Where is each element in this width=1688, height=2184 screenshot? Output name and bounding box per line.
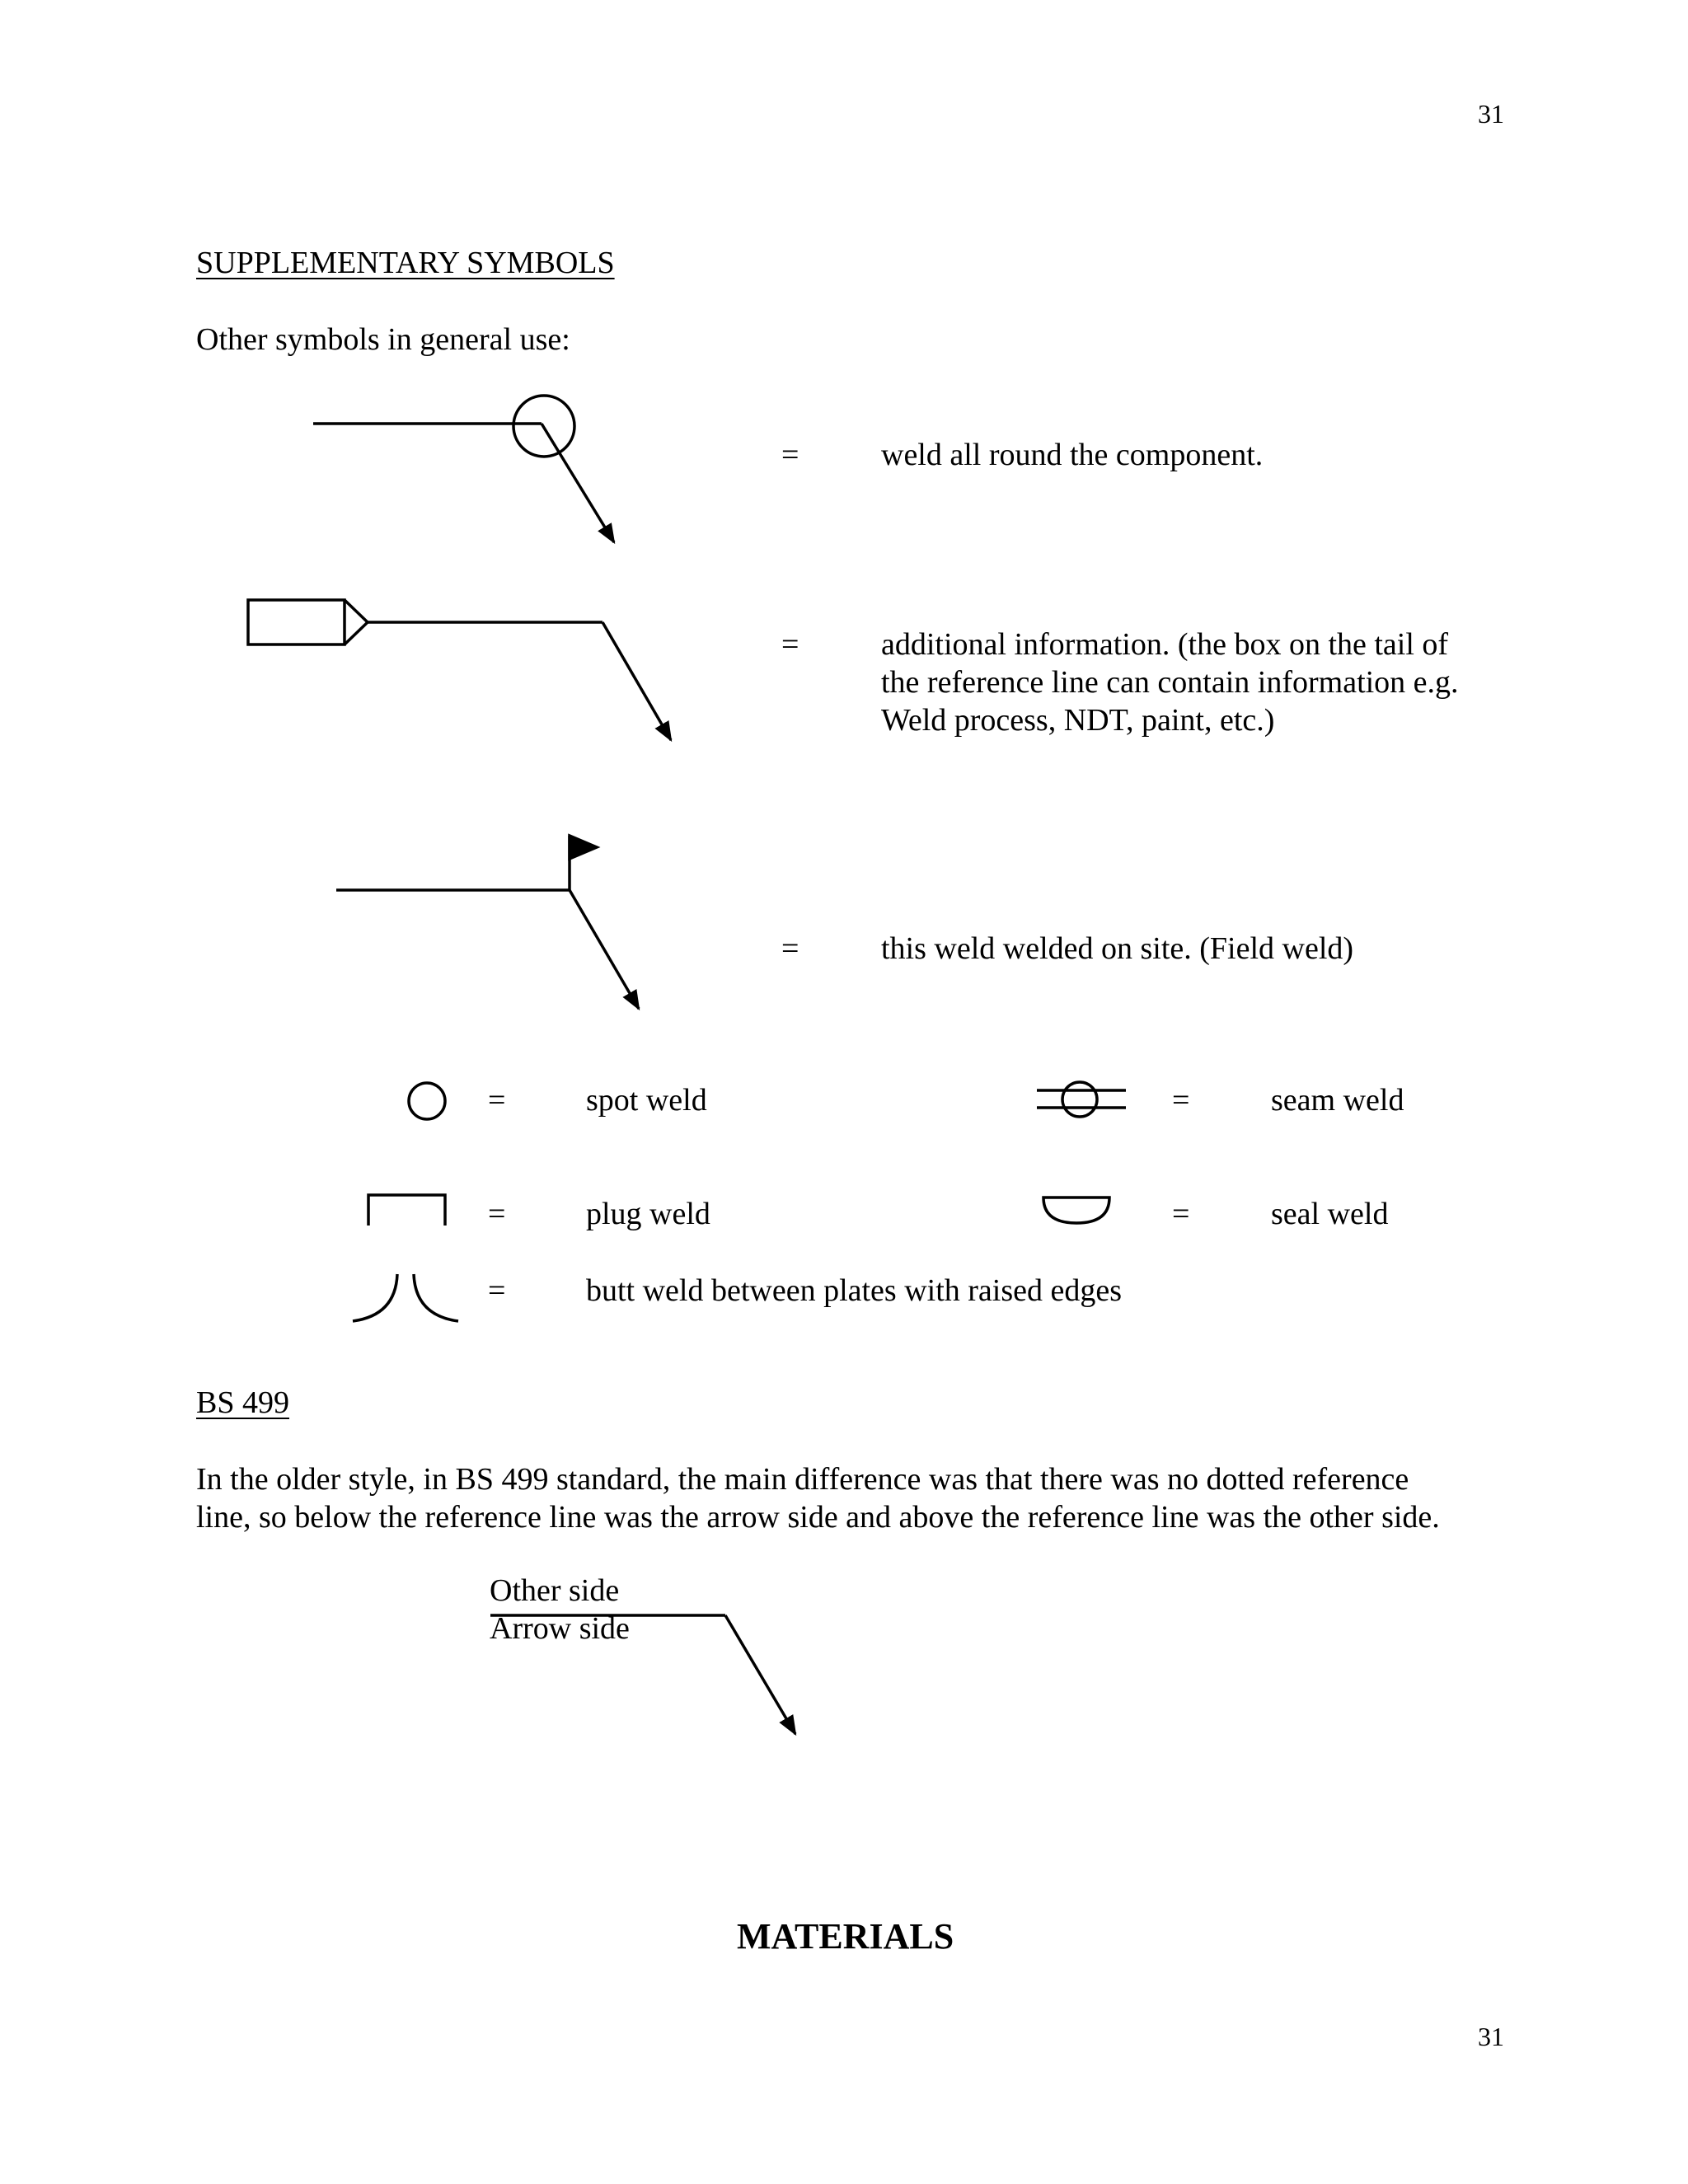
bs499-paragraph-line-1: In the older style, in BS 499 standard, the main difference was that there was no dotted reference [196, 1462, 1409, 1497]
seam-weld-icon [1037, 1082, 1126, 1117]
page-number-bottom: 31 [1478, 2022, 1504, 2051]
bs499-paragraph-line-2: line, so below the reference line was the arrow side and above the reference line was the other side. [196, 1500, 1440, 1535]
field-weld-symbol [336, 836, 639, 1009]
plug-weld-icon [368, 1195, 445, 1226]
section-intro: Other symbols in general use: [196, 322, 570, 357]
seal-weld-text: seal weld [1271, 1197, 1389, 1231]
equals-sign: = [1172, 1197, 1190, 1231]
equals-sign: = [781, 627, 799, 662]
materials-title: MATERIALS [737, 1916, 954, 1957]
additional-info-symbol [248, 600, 671, 740]
butt-weld-raised-text: butt weld between plates with raised edges [586, 1273, 1123, 1308]
additional-info-line-3: Weld process, NDT, paint, etc.) [881, 703, 1275, 738]
spot-weld-icon [409, 1083, 445, 1119]
section-heading: SUPPLEMENTARY SYMBOLS [196, 246, 615, 280]
weld-all-round-text: weld all round the component. [881, 438, 1264, 472]
spot-weld-text: spot weld [586, 1083, 707, 1118]
equals-sign: = [781, 438, 799, 472]
seal-weld-icon [1043, 1197, 1109, 1223]
equals-sign: = [488, 1273, 506, 1308]
equals-sign: = [781, 931, 799, 966]
bs499-heading: BS 499 [196, 1385, 289, 1420]
arrow-side-label: Arrow side [490, 1611, 630, 1646]
equals-sign: = [1172, 1083, 1190, 1118]
other-side-label: Other side [490, 1573, 620, 1608]
field-weld-text: this weld welded on site. (Field weld) [881, 931, 1354, 966]
additional-info-line-1: additional information. (the box on the tail of [881, 627, 1449, 662]
equals-sign: = [488, 1197, 506, 1231]
butt-weld-raised-edges-icon [353, 1274, 458, 1321]
seam-weld-text: seam weld [1271, 1083, 1404, 1118]
equals-sign: = [488, 1083, 506, 1118]
plug-weld-text: plug weld [586, 1197, 710, 1231]
page-number-top: 31 [1478, 99, 1504, 129]
weld-all-round-symbol [313, 396, 614, 542]
additional-info-line-2: the reference line can contain information e.g. [881, 665, 1459, 700]
